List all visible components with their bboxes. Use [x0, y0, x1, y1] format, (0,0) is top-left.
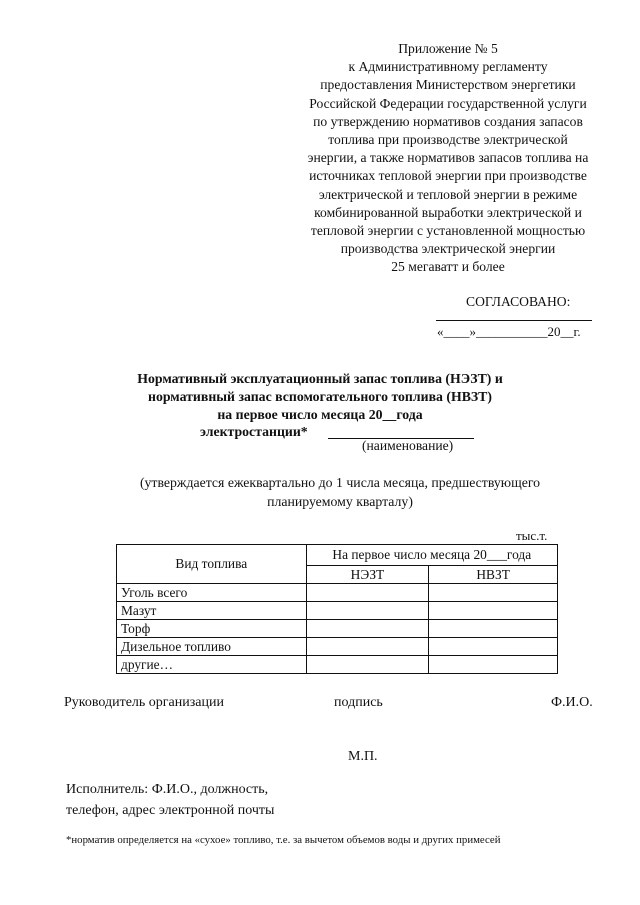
title-line: Нормативный эксплуатационный запас топлива (НЭЗТ) и	[137, 371, 503, 386]
note-line: планируемому кварталу)	[267, 493, 413, 509]
fio-label: Ф.И.О.	[551, 695, 593, 710]
title-line: нормативный запас вспомогательного топлива (НВЗТ)	[148, 389, 492, 404]
stamp-place-label: М.П.	[348, 749, 378, 764]
footnote: *норматив определяется на «сухое» топливо, т.е. за вычетом объемов воды и других примесей	[66, 834, 501, 846]
signature-label: подпись	[334, 695, 383, 710]
approval-label: СОГЛАСОВАНО:	[466, 294, 571, 309]
nezt-cell[interactable]	[306, 656, 429, 674]
appendix-line: по утверждению нормативов создания запасов	[313, 113, 583, 129]
appendix-line: электрической и тепловой энергии в режиме	[318, 186, 578, 202]
appendix-line: источниках тепловой энергии при производстве	[309, 168, 587, 184]
appendix-line: предоставления Министерством энергетики	[320, 77, 576, 93]
table-row	[117, 602, 558, 620]
fuel-reserve-table	[116, 544, 558, 674]
header-nezt: НЭЗТ	[306, 566, 429, 584]
nvzt-cell[interactable]	[429, 656, 558, 674]
appendix-line: комбинированной выработки электрической и	[314, 204, 582, 220]
appendix-line: Приложение № 5	[398, 41, 498, 56]
title-line: на первое число месяца 20__года	[217, 407, 423, 422]
appendix-line: топлива при производстве электрической	[328, 132, 568, 148]
appendix-line: производства электрической энергии	[340, 241, 556, 257]
executor-line: телефон, адрес электронной почты	[66, 803, 275, 818]
appendix-line: Российской Федерации государственной услуги	[309, 95, 587, 111]
fuel-name-cell: Уголь всего	[117, 584, 307, 602]
fuel-name-cell: Мазут	[117, 602, 307, 620]
head-of-organization-label: Руководитель организации	[64, 695, 224, 710]
table-row	[117, 656, 558, 674]
station-naming-hint: (наименование)	[362, 438, 454, 453]
nvzt-cell[interactable]	[429, 584, 558, 602]
table-row	[117, 584, 558, 602]
nezt-cell[interactable]	[306, 638, 429, 656]
nezt-cell[interactable]	[306, 620, 429, 638]
header-nvzt: НВЗТ	[429, 566, 558, 584]
nezt-cell[interactable]	[306, 584, 429, 602]
fuel-name-cell: Торф	[117, 620, 307, 638]
note-line: (утверждается ежеквартально до 1 числа месяца, предшествующего	[139, 475, 541, 490]
header-fuel-kind: Вид топлива	[117, 545, 307, 584]
appendix-line: энергии, а также нормативов запасов топлива на	[307, 150, 589, 166]
nvzt-cell[interactable]	[429, 602, 558, 620]
table-unit: тыс.т.	[516, 528, 548, 543]
executor-block	[66, 779, 274, 821]
appendix-header	[278, 40, 618, 277]
fuel-name-cell: Дизельное топливо	[117, 638, 307, 656]
approval-note	[100, 474, 580, 511]
appendix-line: тепловой энергии с установленной мощностью	[310, 223, 586, 239]
executor-line: Исполнитель: Ф.И.О., должность,	[66, 782, 269, 797]
header-period: На первое число месяца 20___года	[306, 545, 557, 566]
table-row	[117, 638, 558, 656]
nezt-cell[interactable]	[306, 602, 429, 620]
approval-signature-line[interactable]	[436, 320, 592, 321]
document-title	[100, 370, 540, 424]
nvzt-cell[interactable]	[429, 620, 558, 638]
station-label: электростанции*	[200, 424, 308, 439]
nvzt-cell[interactable]	[429, 638, 558, 656]
appendix-line: к Административному регламенту	[348, 59, 548, 75]
approval-date-field[interactable]: «____»___________20__г.	[437, 324, 581, 339]
fuel-name-cell: другие…	[117, 656, 307, 674]
table-row	[117, 620, 558, 638]
appendix-line: 25 мегаватт и более	[391, 259, 505, 275]
